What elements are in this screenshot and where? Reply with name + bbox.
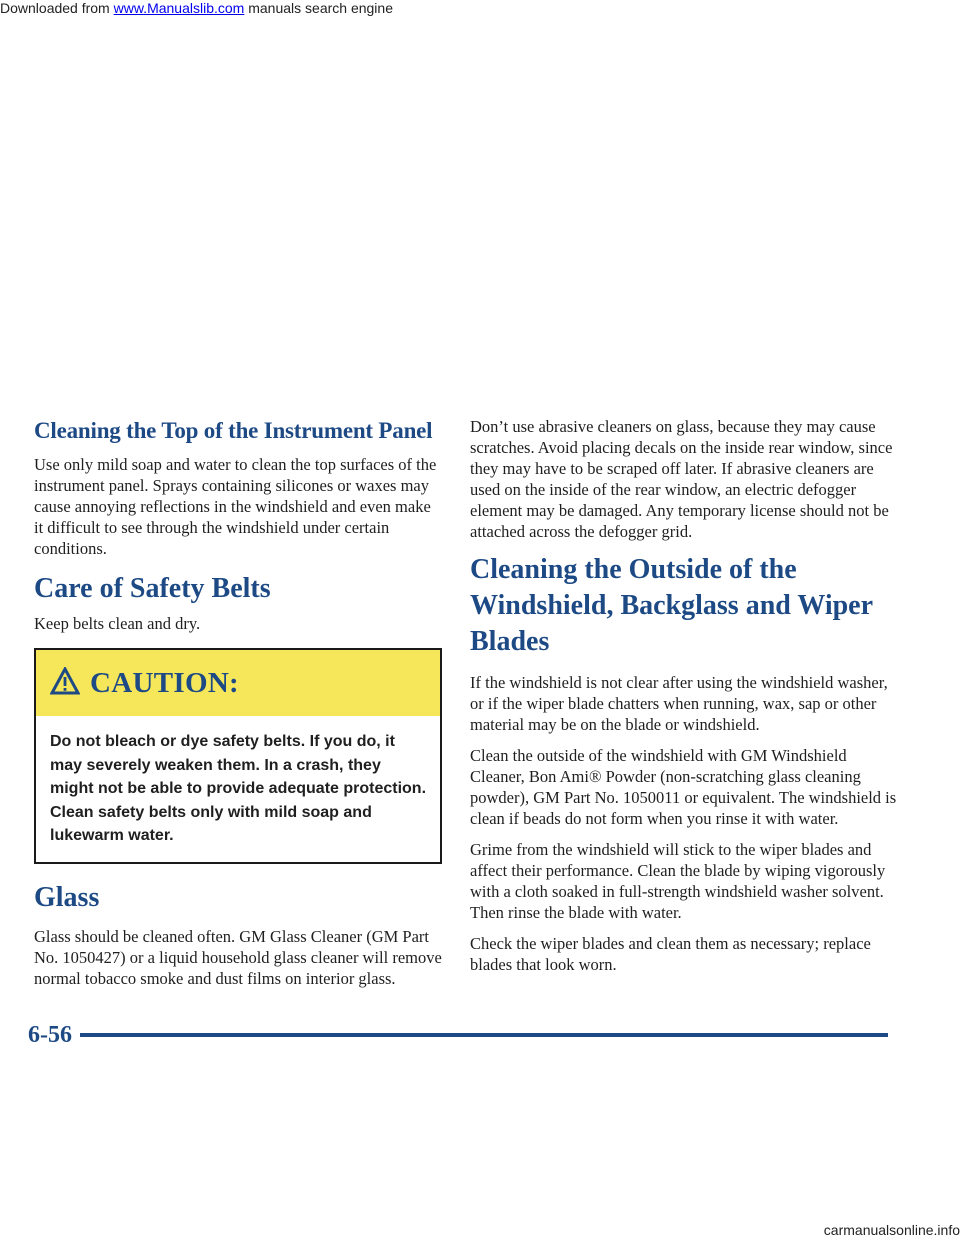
windshield-clear-text: If the windshield is not clear after using the windshield washer, or if the wiper blade chatters when running, wax, sap or other material may be on the blade or windshield. xyxy=(470,673,888,734)
heading-instrument-panel: Cleaning the Top of the Instrument Panel xyxy=(34,418,433,443)
caution-body xyxy=(36,716,440,862)
left-column xyxy=(34,418,444,989)
caution-title: CAUTION: xyxy=(90,666,240,699)
instrument-panel-text: Use only mild soap and water to clean the top surfaces of the instrument panel. Sprays containing silicones or waxes may cause annoying reflections in the windshield and even make it difficult to see through the windshield under certain conditions. xyxy=(34,455,437,558)
heading-windshield-outside: Cleaning the Outside of the Windshield, Backglass and Wiper Blades xyxy=(470,554,873,657)
glass-abrasive-text: Don’t use abrasive cleaners on glass, because they may cause scratches. Avoid placing decals on the inside rear window, since they may have to be scraped off later. If abrasive cleaners are used on the inside of the rear window, an electric defogger element may be damaged. Any temporary license should not be attached across the defogger grid. xyxy=(470,417,893,541)
heading-glass: Glass xyxy=(34,881,100,913)
glass-text: Glass should be cleaned often. GM Glass Cleaner (GM Part No. 1050427) or a liquid household glass cleaner will remove normal tobacco smoke and dust films on interior glass. xyxy=(34,926,442,988)
grime-text: Grime from the windshield will stick to the wiper blades and affect their performance. Clean the blade by wiping vigorously with a cloth soaked in full-strength windshield washer solvent. Then rinse the blade with water. xyxy=(470,840,886,922)
caution-header xyxy=(36,650,440,716)
heading-safety-belts: Care of Safety Belts xyxy=(34,573,271,604)
watermark: carmanualsonline.info xyxy=(823,1222,960,1238)
caution-box xyxy=(34,648,442,864)
caution-text: Do not bleach or dye safety belts. If you do, it may severely weaken them. In a crash, they might not be able to provide adequate protection. Clean safety belts only with mild soap and lukewarm water. xyxy=(50,733,427,844)
page-footer xyxy=(28,1022,888,1048)
wiper-check-text: Check the wiper blades and clean them as necessary; replace blades that look worn. xyxy=(470,934,871,974)
banner-suffix: manuals search engine xyxy=(244,0,393,16)
page-number: 6-56 xyxy=(28,1021,72,1048)
banner-prefix: Downloaded from xyxy=(0,0,114,16)
warning-triangle-icon xyxy=(50,667,80,700)
manualslib-link[interactable]: www.Manualslib.com xyxy=(113,0,245,16)
windshield-clean-text: Clean the outside of the windshield with GM Windshield Cleaner, Bon Ami® Powder (non-scratching glass cleaning powder), GM Part No. 1050011 or equivalent. The windshield is clean if beads do not form when you rinse it with water. xyxy=(470,746,897,828)
right-column xyxy=(470,416,900,975)
top-banner xyxy=(0,0,960,22)
bottom-banner xyxy=(0,1220,960,1242)
footer-rule xyxy=(80,1033,888,1037)
safety-belts-text: Keep belts clean and dry. xyxy=(34,614,201,633)
